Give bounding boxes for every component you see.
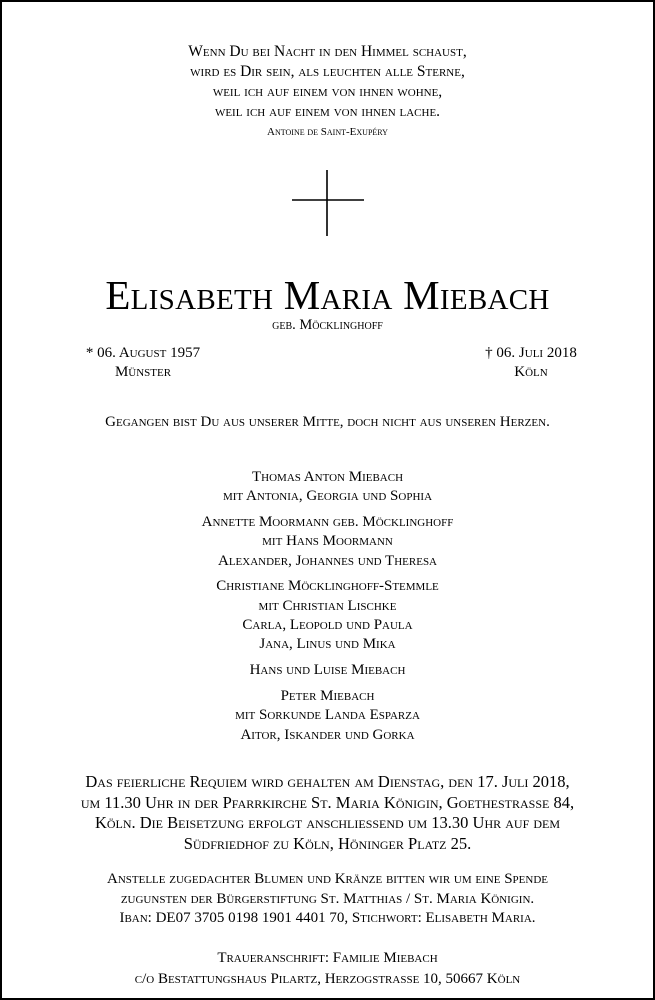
poem — [2, 42, 653, 142]
mourner-line: Alexander, Johannes und Theresa — [218, 552, 437, 569]
mourning-address — [2, 948, 653, 990]
donation-line: Anstelle zugedachter Blumen und Kränze bitten wir um eine Spende — [107, 871, 548, 887]
requiem-line: Südfriedhof zu Köln, Höninger Platz 25. — [183, 833, 472, 853]
deceased-name: Elisabeth Maria Miebach — [105, 272, 550, 318]
death-place: Köln — [514, 364, 548, 380]
mourner-line: Aitor, Iskander und Gorka — [240, 726, 415, 743]
mourner-line: mit Christian Lischke — [258, 597, 397, 614]
poem-line: wird es Dir sein, als leuchten alle Sterne, — [190, 63, 465, 80]
mourner-line: mit Sorkunde Landa Esparza — [235, 707, 420, 724]
mourner-line: Peter Miebach — [280, 687, 375, 704]
death-date: † 06. Juli 2018 — [485, 345, 577, 361]
family-group — [2, 687, 653, 745]
birth-info — [82, 344, 204, 382]
poem-line: weil ich auf einem von ihnen wohne, — [212, 83, 443, 100]
mourner-line: mit Antonia, Georgia und Sophia — [222, 488, 433, 505]
requiem-line: um 11.30 Uhr in der Pfarrkirche St. Maria Königin, Goethestrasse 84, — [80, 792, 575, 812]
requiem-line: Köln. Die Beisetzung erfolgt anschliessend um 13.30 Uhr auf dem — [94, 813, 561, 832]
requiem-line: Das feierliche Requiem wird gehalten am Dienstag, den 17. Juli 2018, — [85, 772, 570, 791]
mourner-line: mit Hans Moormann — [262, 533, 393, 550]
mourner-line: Annette Moormann geb. Möcklinghoff — [201, 514, 454, 531]
address-line: Traueranschrift: Familie Miebach — [217, 950, 438, 966]
born-name: geb. Möcklinghoff — [272, 317, 383, 333]
motto: Gegangen bist Du aus unserer Mitte, doch nicht aus unseren Herzen. — [105, 414, 550, 430]
mourner-line: Thomas Anton Miebach — [251, 469, 404, 485]
mourner-line: Carla, Leopold und Paula — [242, 617, 413, 634]
mourners-list — [2, 468, 653, 751]
mourner-line: Hans und Luise Miebach — [249, 662, 406, 679]
birth-date: * 06. August 1957 — [85, 345, 201, 361]
cross-icon — [292, 170, 364, 236]
donation-info — [2, 870, 653, 929]
poem-author: Antoine de Saint-Exupéry — [267, 126, 388, 138]
family-group — [2, 661, 653, 680]
mourner-line: Jana, Linus und Mika — [259, 636, 396, 653]
poem-line: weil ich auf einem von ihnen lache. — [214, 103, 441, 120]
mourner-line: Christiane Möcklinghoff-Stemmle — [216, 578, 439, 595]
address-line: c/o Bestattungshaus Pilartz, Herzogstraße 10, 50667 Köln — [134, 971, 521, 987]
donation-line: Iban: DE07 3705 0198 1901 4401 70, Stichwort: Elisabeth Maria. — [119, 910, 536, 926]
family-group — [2, 513, 653, 571]
donation-line: zugunsten der Bürgerstiftung St. Matthias / St. Maria Königin. — [120, 890, 535, 907]
family-group — [2, 577, 653, 654]
death-info — [480, 344, 582, 382]
family-group — [2, 468, 653, 507]
requiem-info — [2, 772, 653, 854]
birth-place: Münster — [114, 364, 172, 380]
poem-line: Wenn Du bei Nacht in den Himmel schaust, — [188, 43, 467, 60]
